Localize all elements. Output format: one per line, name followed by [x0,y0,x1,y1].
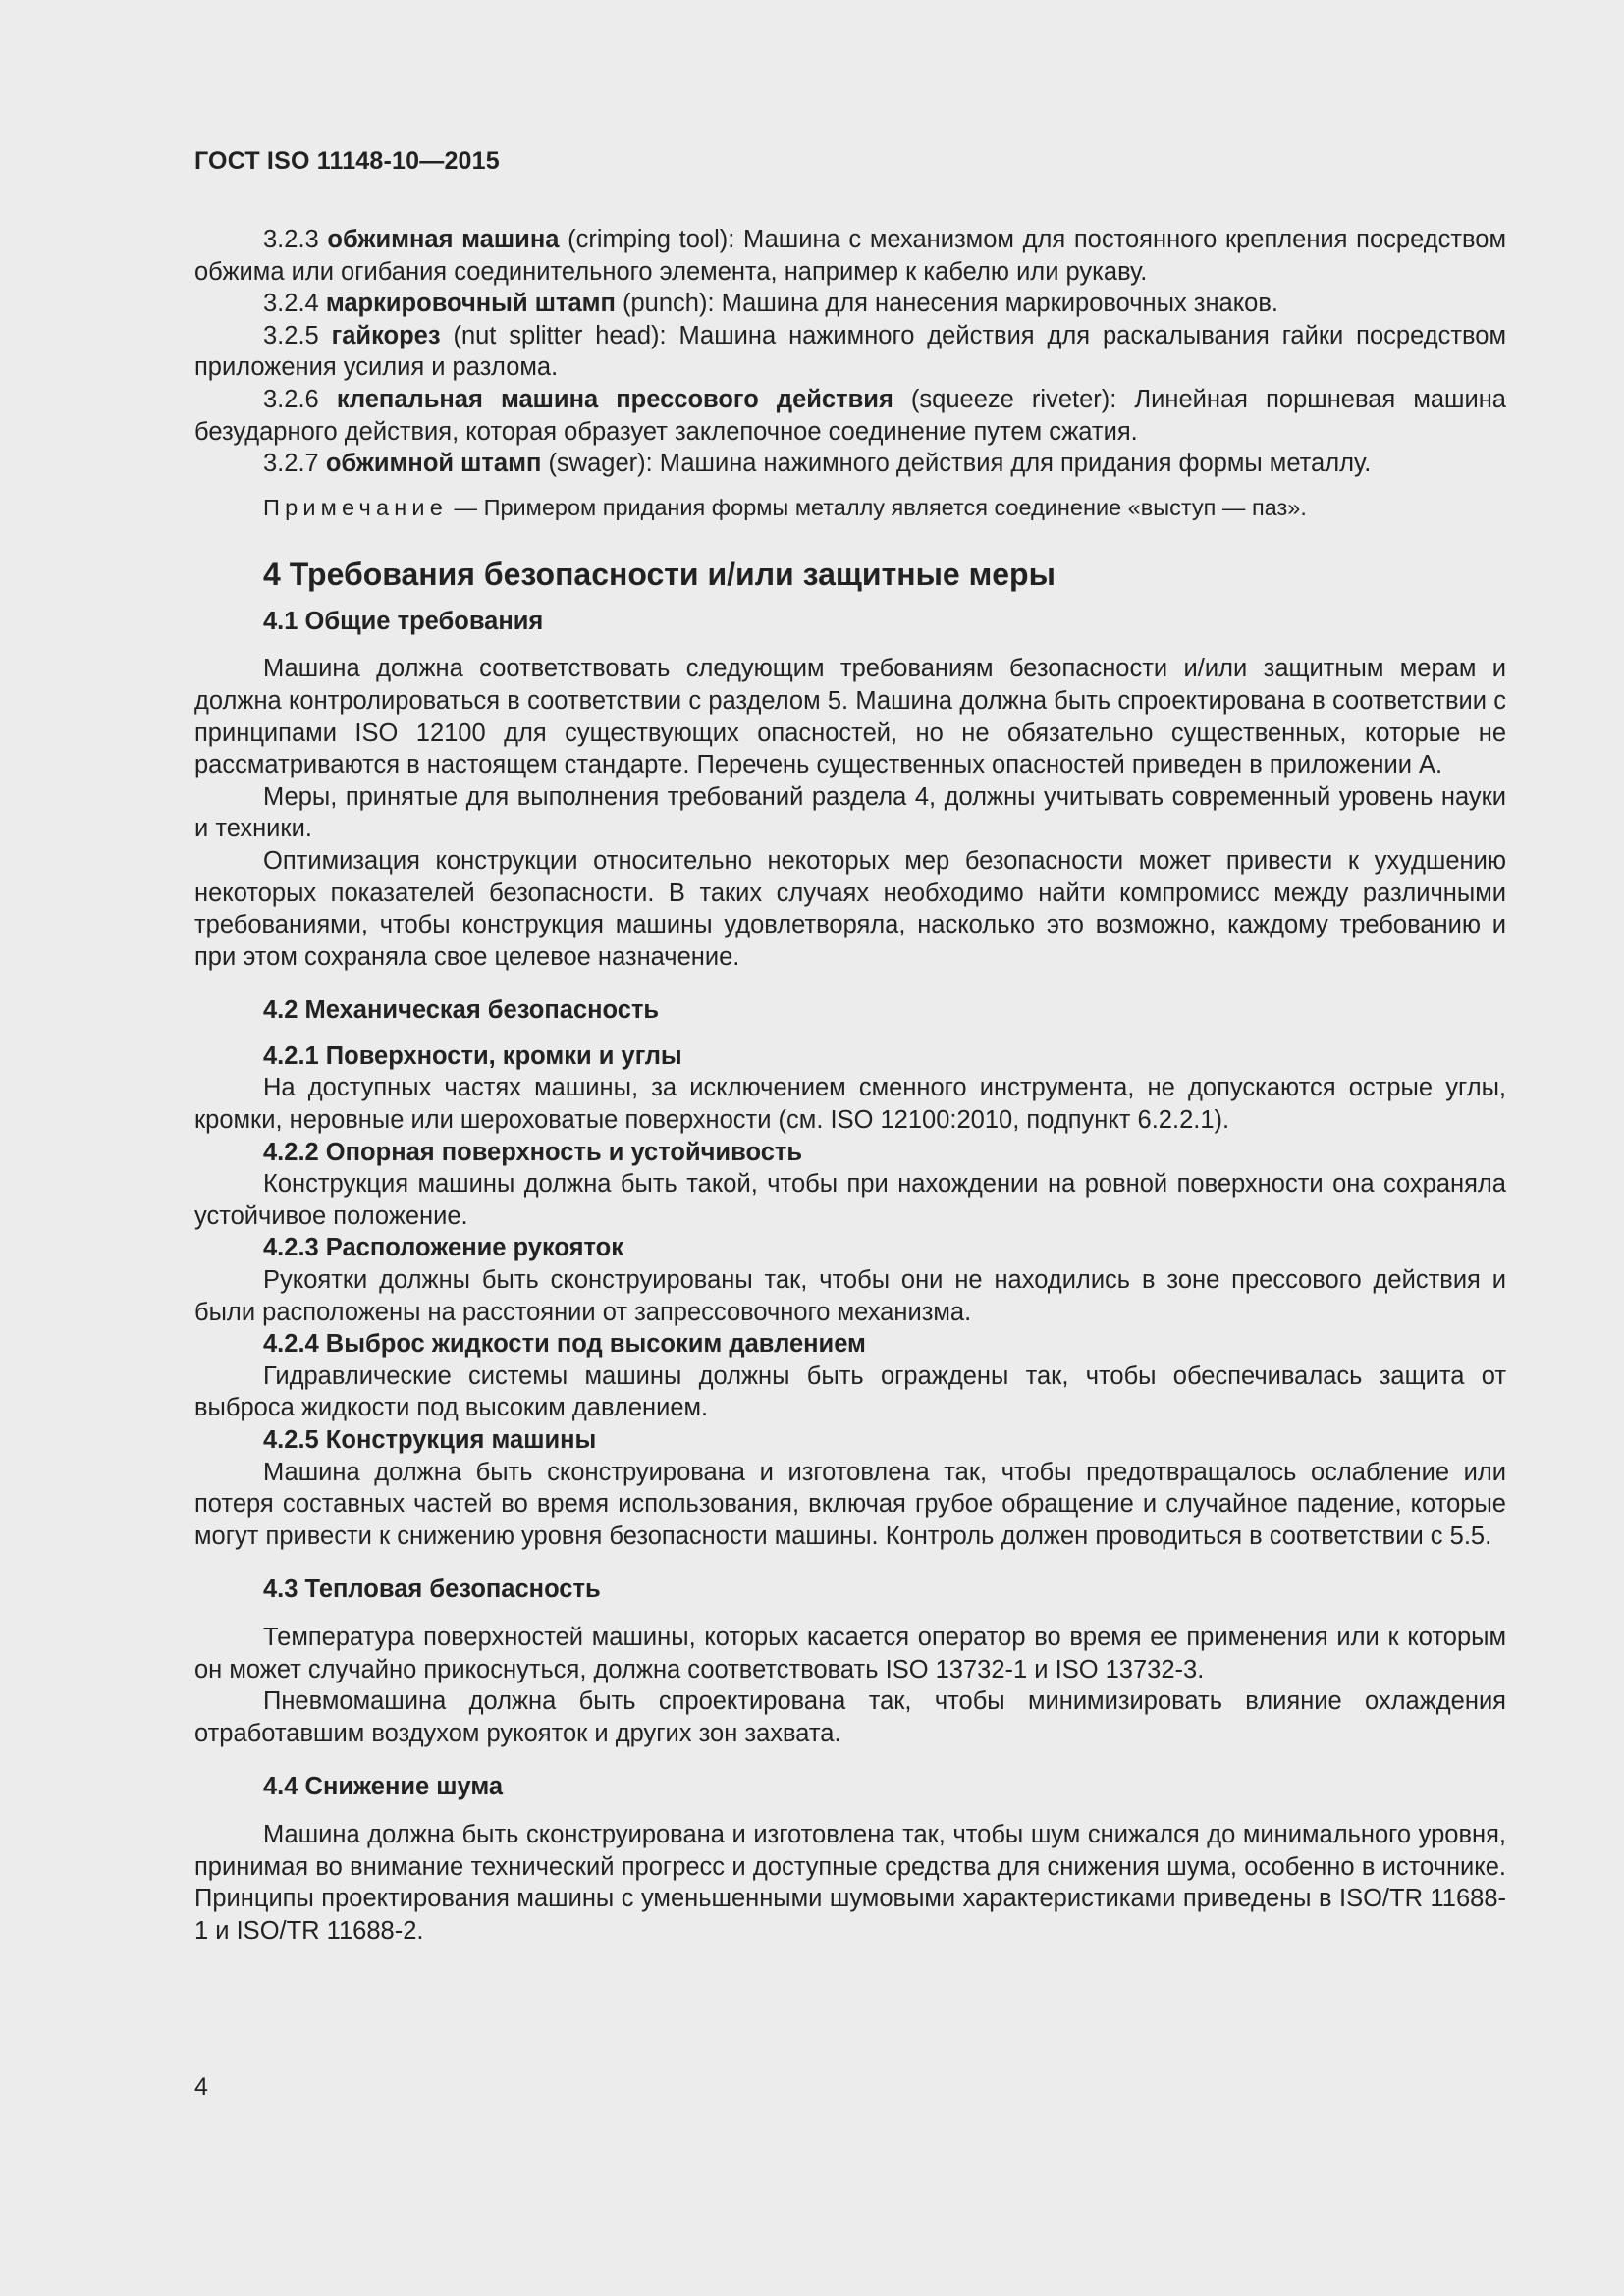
section-4-2-5-text: Машина должна быть сконструирована и изготовлена так, чтобы предотвращалось ослабление или потеря составных частей во время использования, включая грубое обращение и случайное падение, которые могут привести к снижению уровня безопасности машины. Контроль должен проводиться в соответствии с 5.5. [194,1458,1506,1550]
definition-3-2-4 [194,288,1506,320]
definition-3-2-3 [194,224,1506,288]
definition-number: 3.2.7 [263,450,319,478]
section-4-2-1-text: На доступных частях машины, за исключением сменного инструмента, не допускаются острые углы, кромки, неровные или шероховатые поверхности (см. ISO 12100:2010, подпункт 6.2.2.1). [194,1074,1506,1135]
page-number: 4 [194,2073,208,2101]
definition-term: гайкорез [331,321,441,349]
definition-number: 3.2.4 [263,290,319,318]
section-4-3-paragraph: Температура поверхностей машины, которых касается оператор во время ее применения или к которым он может случайно прикоснуться, должна соответствовать ISO 13732-1 и ISO 13732-3. [194,1623,1506,1683]
definition-text: (nut splitter head): Машина нажимного действия для раскалывания гайки посредством приложения усилия и разлома. [194,321,1506,382]
section-4-2-3-title: 4.2.3 Расположение рукояток [263,1234,624,1262]
section-4-1-paragraph: Машина должна соответствовать следующим требованиям безопасности и/или защитным мерам и должна контролироваться в соответствии с разделом 5. Машина должна быть спроектирована в соответствии с принципами ISO 12100 для существующих опасностей, но не обязательно существенных, которые не рассматриваются в настоящем стандарте. Перечень существенных опасностей приведен в приложении А. [194,655,1506,779]
note [194,492,1506,523]
definition-number: 3.2.5 [263,321,319,349]
section-4-2-2-text: Конструкция машины должна быть такой, чтобы при нахождении на ровной поверхности она сохраняла устойчивое положение. [194,1170,1506,1230]
definition-term: клепальная машина прессового действия [336,385,893,413]
definition-text: (squeeze riveter): Линейная поршневая машина безударного действия, которая образует заклепочное соединение путем сжатия. [194,385,1506,446]
section-4-1-title: 4.1 Общие требования [263,607,544,635]
definition-term: обжимной штамп [325,450,542,478]
document-body [194,224,1506,1947]
definition-3-2-6 [194,384,1506,448]
document-header: ГОСТ ISO 11148-10—2015 [194,147,500,175]
section-4-3-title: 4.3 Тепловая безопасность [263,1575,601,1604]
note-text: — Примером придания формы металлу является соединение «выступ — паз». [448,494,1307,520]
definition-text: (swager): Машина нажимного действия для придания формы металлу. [541,450,1372,478]
section-4-2-title: 4.2 Механическая безопасность [263,996,660,1025]
note-label: Примечание [263,494,449,520]
section-4-title: 4 Требования безопасности и/или защитные меры [263,556,1056,592]
section-4-4-paragraph: Машина должна быть сконструирована и изготовлена так, чтобы шум снижался до минимального уровня, принимая во внимание технический прогресс и доступные средства для снижения шума, особенно в источнике. Принципы проектирования машины с уменьшенными шумовыми характеристиками приведены в ISO/TR 11688-1 и ISO/TR 11688-2. [194,1820,1506,1945]
section-4-2-1-title: 4.2.1 Поверхности, кромки и углы [263,1041,682,1070]
section-4-2-3-text: Рукоятки должны быть сконструированы так, чтобы они не находились в зоне прессового действия и были расположены на расстоянии от запрессовочного механизма. [194,1266,1506,1326]
definition-number: 3.2.6 [263,385,319,413]
definition-3-2-7 [194,448,1506,480]
section-4-2-5-title: 4.2.5 Конструкция машины [263,1426,597,1454]
definition-3-2-5 [194,320,1506,384]
section-4-2-4-title: 4.2.4 Выброс жидкости под высоким давлением [263,1330,866,1359]
section-4-1-paragraph: Меры, принятые для выполнения требований раздела 4, должны учитывать современный уровень науки и техники. [194,782,1506,843]
definition-number: 3.2.3 [263,226,319,253]
definition-term: обжимная машина [327,226,560,253]
section-4-2-4-text: Гидравлические системы машины должны быть ограждены так, чтобы обеспечивалась защита от выброса жидкости под высоким давлением. [194,1362,1506,1422]
definition-text: (crimping tool): Машина с механизмом для постоянного крепления посредством обжима или огибания соединительного элемента, например к кабелю или рукаву. [194,226,1506,286]
definition-term: маркировочный штамп [325,290,616,318]
definition-text: (punch): Машина для нанесения маркировочных знаков. [615,290,1278,318]
section-4-3-paragraph: Пневмомашина должна быть спроектирована так, чтобы минимизировать влияние охлаждения отработавшим воздухом рукояток и других зон захвата. [194,1687,1506,1747]
section-4-2-2-title: 4.2.2 Опорная поверхность и устойчивость [263,1138,803,1166]
section-4-4-title: 4.4 Снижение шума [263,1773,504,1801]
section-4-1-paragraph: Оптимизация конструкции относительно некоторых мер безопасности может привести к ухудшению некоторых показателей безопасности. В таких случаях необходимо найти компромисс между различными требованиями, чтобы конструкция машины удовлетворяла, насколько это возможно, каждому требованию и при этом сохраняла свое целевое назначение. [194,846,1506,971]
